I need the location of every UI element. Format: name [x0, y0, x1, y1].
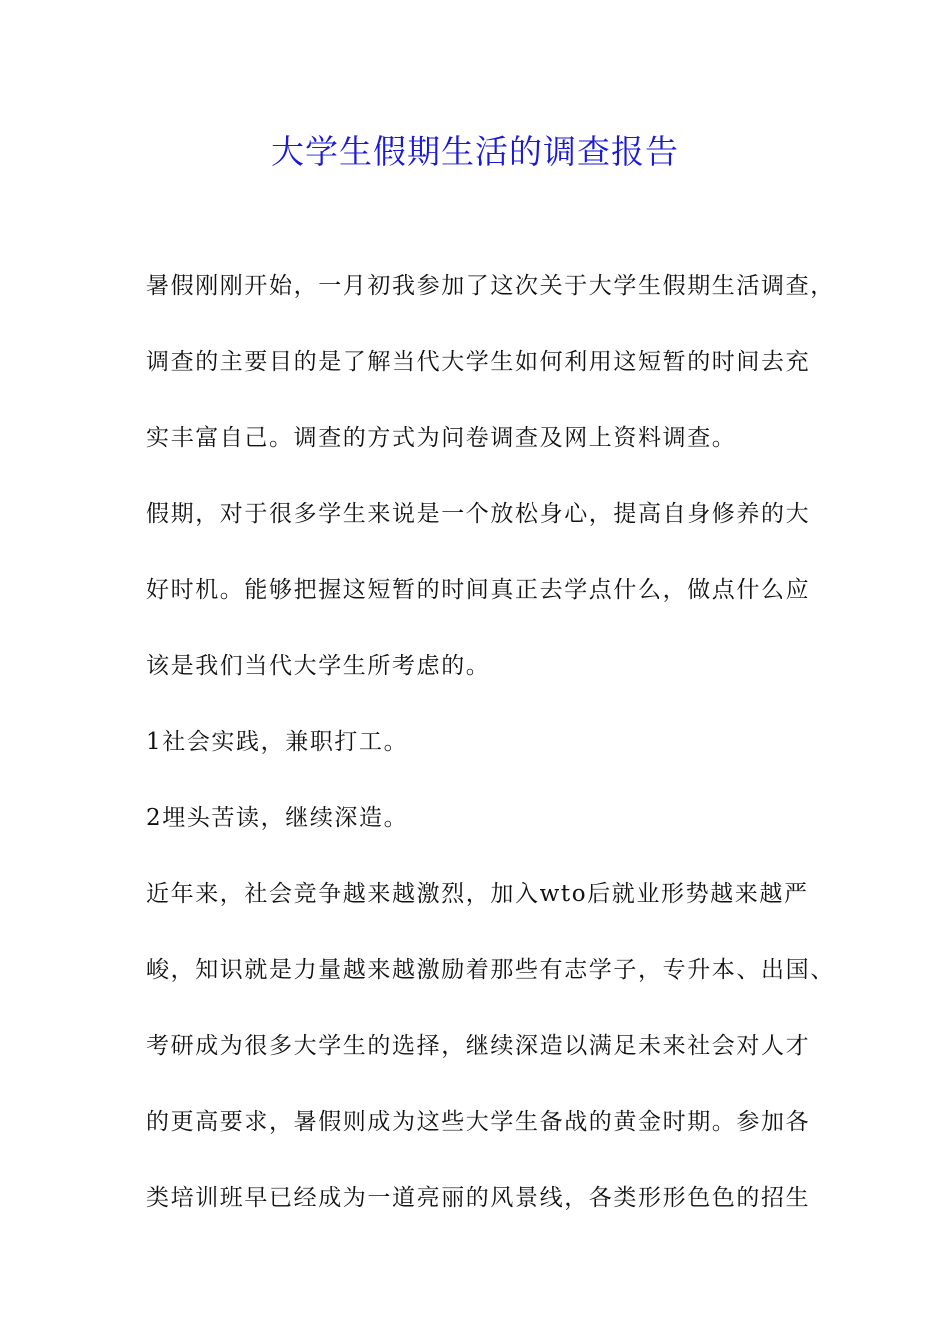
document-title: 大学生假期生活的调查报告 — [271, 132, 679, 171]
body-line-10: 峻，知识就是力量越来越激励着那些有志学子，专升本、出国、 — [146, 957, 835, 983]
body-line-8: 2埋头苦读，继续深造。 — [146, 805, 409, 831]
body-line-11: 考研成为很多大学生的选择，继续深造以满足未来社会对人才 — [146, 1033, 811, 1059]
body-line-3: 实丰富自己。调查的方式为问卷调查及网上资料调查。 — [146, 425, 737, 451]
body-line-2: 调查的主要目的是了解当代大学生如何利用这短暂的时间去充 — [146, 349, 811, 375]
body-line-9: 近年来，社会竞争越来越激烈，加入wto后就业形势越来越严 — [146, 881, 809, 907]
body-line-5: 好时机。能够把握这短暂的时间真正去学点什么，做点什么应 — [146, 577, 811, 603]
body-line-13: 类培训班早已经成为一道亮丽的风景线，各类形形色色的招生 — [146, 1185, 811, 1211]
body-line-6: 该是我们当代大学生所考虑的。 — [146, 653, 491, 679]
body-line-4: 假期，对于很多学生来说是一个放松身心，提高自身修养的大 — [146, 501, 811, 527]
body-line-12: 的更高要求，暑假则成为这些大学生备战的黄金时期。参加各 — [146, 1109, 811, 1135]
body-line-1: 暑假刚刚开始，一月初我参加了这次关于大学生假期生活调查， — [146, 273, 835, 299]
body-line-7: 1社会实践，兼职打工。 — [146, 729, 409, 755]
